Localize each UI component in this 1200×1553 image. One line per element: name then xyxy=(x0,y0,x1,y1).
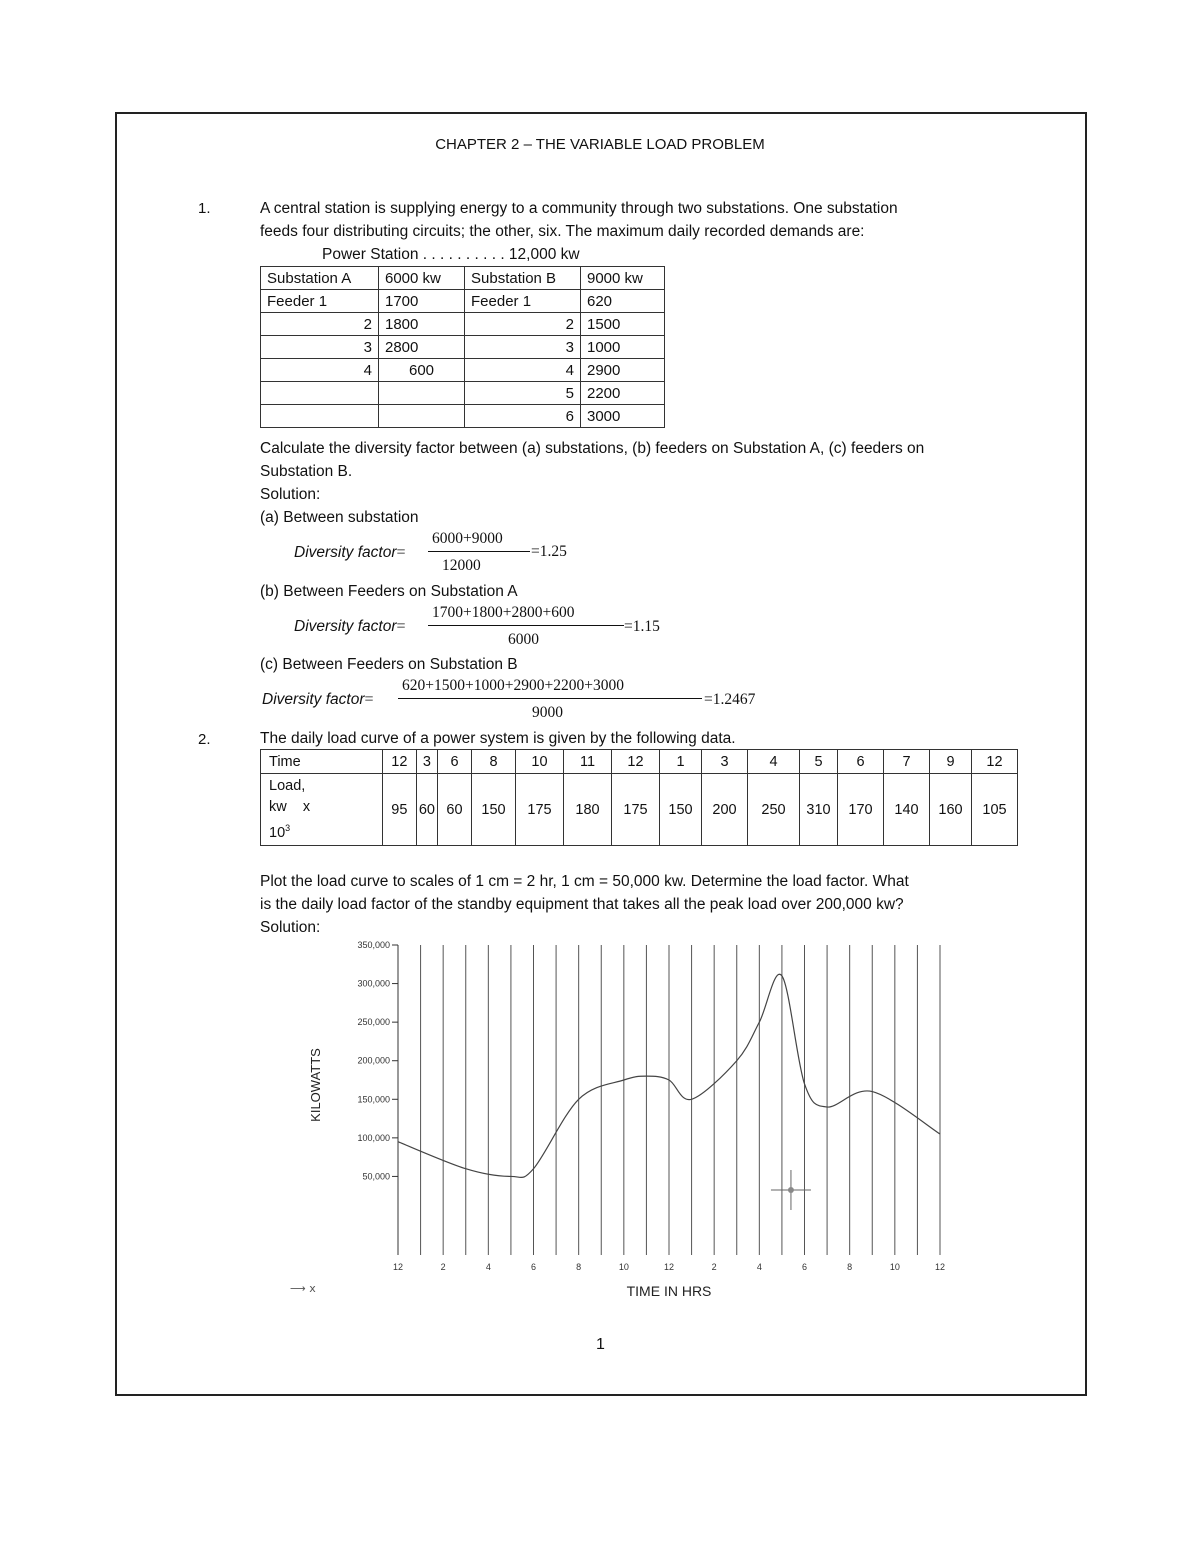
load-curve-chart xyxy=(280,935,980,1310)
table-cell: 4 xyxy=(465,359,581,382)
problem-1-number: 1. xyxy=(198,200,211,217)
table-cell: 1500 xyxy=(581,313,665,336)
load-cell: 180 xyxy=(564,774,612,846)
table-cell xyxy=(261,382,379,405)
table-cell: 3 xyxy=(465,336,581,359)
time-cell: 4 xyxy=(748,750,800,774)
table-row xyxy=(261,313,665,336)
table-cell: Feeder 1 xyxy=(465,290,581,313)
problem-1-statement xyxy=(260,197,1020,243)
table-cell: 620 xyxy=(581,290,665,313)
fraction-denominator: 6000 xyxy=(508,631,539,648)
substation-table xyxy=(260,266,665,428)
time-cell: 1 xyxy=(660,750,702,774)
table-row xyxy=(261,336,665,359)
table-row xyxy=(261,405,665,428)
fraction-bar xyxy=(398,698,702,699)
time-cell: 5 xyxy=(800,750,838,774)
table-cell xyxy=(261,405,379,428)
time-header: Time xyxy=(261,750,383,774)
time-cell: 6 xyxy=(838,750,884,774)
x-tick-label: 12 xyxy=(934,1262,946,1272)
statement-line: A central station is supplying energy to a community through two substations. One substation xyxy=(260,200,898,217)
time-cell: 12 xyxy=(612,750,660,774)
load-cell: 150 xyxy=(472,774,516,846)
problem-2-question xyxy=(260,870,1020,916)
time-cell: 7 xyxy=(884,750,930,774)
y-tick-label: 350,000 xyxy=(357,940,390,950)
time-cell: 12 xyxy=(382,750,416,774)
table-cell: 5 xyxy=(465,382,581,405)
load-cell: 200 xyxy=(702,774,748,846)
problem-1-question xyxy=(260,437,1020,483)
fraction-denominator: 12000 xyxy=(442,557,481,574)
part-a-fraction xyxy=(428,530,538,580)
load-cell: 95 xyxy=(382,774,416,846)
y-tick-label: 250,000 xyxy=(357,1017,390,1028)
table-cell: 2200 xyxy=(581,382,665,405)
fraction-numerator: 1700+1800+2800+600 xyxy=(432,604,575,621)
x-tick-label: 2 xyxy=(711,1262,717,1272)
table-cell: 3 xyxy=(261,336,379,359)
part-c-result: =1.2467 xyxy=(704,691,756,708)
load-cell: 160 xyxy=(930,774,972,846)
table-cell xyxy=(379,405,465,428)
table-cell xyxy=(379,382,465,405)
y-axis-title: KILOWATTS xyxy=(308,1048,323,1122)
time-row xyxy=(261,750,1018,774)
part-b-heading: (b) Between Feeders on Substation A xyxy=(260,583,518,600)
table-cell: 2900 xyxy=(581,359,665,382)
load-cell: 175 xyxy=(612,774,660,846)
fraction-bar xyxy=(428,551,530,552)
load-cell: 150 xyxy=(660,774,702,846)
part-a-equation: Diversity factor= xyxy=(294,544,406,561)
question-line: is the daily load factor of the standby equipment that takes all the peak load over 200,000 kw? xyxy=(260,896,904,913)
table-cell: 2 xyxy=(261,313,379,336)
load-cell: 60 xyxy=(416,774,437,846)
table-cell: 1000 xyxy=(581,336,665,359)
table-cell: 6000 kw xyxy=(379,267,465,290)
part-b-equation: Diversity factor= xyxy=(294,618,406,635)
load-label-base: 10 xyxy=(269,824,286,841)
table-cell: 1700 xyxy=(379,290,465,313)
fraction-bar xyxy=(428,625,624,626)
table-cell: Substation A xyxy=(261,267,379,290)
load-label-line xyxy=(269,818,380,844)
crosshair-center xyxy=(788,1187,794,1193)
load-data-table xyxy=(260,749,1018,846)
y-tick-label: 100,000 xyxy=(357,1132,390,1143)
part-c-equation: Diversity factor= xyxy=(262,691,374,708)
y-tick-label: 200,000 xyxy=(357,1055,390,1066)
question-line: Calculate the diversity factor between (a) substations, (b) feeders on Substation A, (c) feeders on xyxy=(260,440,925,457)
table-cell: 1800 xyxy=(379,313,465,336)
time-cell: 10 xyxy=(516,750,564,774)
table-row xyxy=(261,382,665,405)
fraction-denominator: 9000 xyxy=(532,704,563,721)
problem-2-number: 2. xyxy=(198,731,211,748)
part-b-result: =1.15 xyxy=(624,618,660,635)
part-a-result: =1.25 xyxy=(531,543,567,560)
table-cell: 2 xyxy=(465,313,581,336)
load-label-exponent: 3 xyxy=(285,822,291,833)
part-a-heading: (a) Between substation xyxy=(260,509,419,526)
part-c-fraction xyxy=(398,677,708,727)
table-row xyxy=(261,267,665,290)
x-tick-label: 6 xyxy=(530,1262,537,1272)
x-tick-label: 12 xyxy=(392,1262,404,1272)
load-cell: 310 xyxy=(800,774,838,846)
time-cell: 3 xyxy=(416,750,437,774)
fraction-numerator: 620+1500+1000+2900+2200+3000 xyxy=(402,677,624,694)
y-tick-label: 300,000 xyxy=(357,978,390,989)
problem-2-solution-label: Solution: xyxy=(260,919,321,936)
diversity-factor-label: Diversity factor xyxy=(262,691,365,708)
table-cell: 6 xyxy=(465,405,581,428)
load-cell: 250 xyxy=(748,774,800,846)
part-b-fraction xyxy=(428,604,628,654)
time-cell: 3 xyxy=(702,750,748,774)
question-line: Plot the load curve to scales of 1 cm = 2 hr, 1 cm = 50,000 kw. Determine the load factor. What xyxy=(260,873,909,890)
x-marker-symbol: ⟶ x xyxy=(290,1282,316,1295)
x-tick-label: 10 xyxy=(618,1262,629,1272)
table-cell: Feeder 1 xyxy=(261,290,379,313)
page-number: 1 xyxy=(596,1336,605,1353)
table-cell: Substation B xyxy=(465,267,581,290)
x-tick-label: 2 xyxy=(440,1262,446,1272)
x-tick-label: 4 xyxy=(756,1262,762,1272)
load-label-line: kw x xyxy=(269,798,311,815)
y-tick-label: 150,000 xyxy=(357,1094,390,1105)
time-cell: 9 xyxy=(930,750,972,774)
table-cell: 2800 xyxy=(379,336,465,359)
load-cell: 60 xyxy=(438,774,472,846)
x-tick-label: 6 xyxy=(801,1262,808,1272)
load-cell: 175 xyxy=(516,774,564,846)
load-row xyxy=(261,774,1018,846)
table-row xyxy=(261,359,665,382)
diversity-factor-label: Diversity factor xyxy=(294,544,397,561)
statement-line: feeds four distributing circuits; the other, six. The maximum daily recorded demands are: xyxy=(260,223,865,240)
time-cell: 11 xyxy=(564,750,612,774)
part-c-heading: (c) Between Feeders on Substation B xyxy=(260,656,518,673)
x-tick-label: 8 xyxy=(576,1262,582,1272)
table-row xyxy=(261,290,665,313)
table-cell: 3000 xyxy=(581,405,665,428)
chapter-title: CHAPTER 2 – THE VARIABLE LOAD PROBLEM xyxy=(435,136,765,153)
load-cell: 105 xyxy=(972,774,1018,846)
x-tick-label: 10 xyxy=(889,1262,900,1272)
load-cell: 140 xyxy=(884,774,930,846)
problem-2-intro: The daily load curve of a power system is given by the following data. xyxy=(260,730,736,747)
load-header xyxy=(261,774,383,846)
x-tick-label: 4 xyxy=(485,1262,491,1272)
time-cell: 12 xyxy=(972,750,1018,774)
x-axis-title: TIME IN HRS xyxy=(626,1283,712,1299)
table-cell: 4 xyxy=(261,359,379,382)
x-tick-label: 8 xyxy=(847,1262,853,1272)
load-label-line: Load, xyxy=(269,777,306,794)
time-cell: 6 xyxy=(438,750,472,774)
y-tick-label: 50,000 xyxy=(362,1171,390,1182)
x-tick-label: 12 xyxy=(663,1262,675,1272)
fraction-numerator: 6000+9000 xyxy=(432,530,503,547)
power-station-line: Power Station . . . . . . . . . . 12,000 kw xyxy=(322,246,580,263)
table-cell: 600 xyxy=(379,359,465,382)
table-cell: 9000 kw xyxy=(581,267,665,290)
diversity-factor-label: Diversity factor xyxy=(294,618,397,635)
load-cell: 170 xyxy=(838,774,884,846)
time-cell: 8 xyxy=(472,750,516,774)
question-line: Substation B. xyxy=(260,463,353,480)
solution-label: Solution: xyxy=(260,486,321,503)
